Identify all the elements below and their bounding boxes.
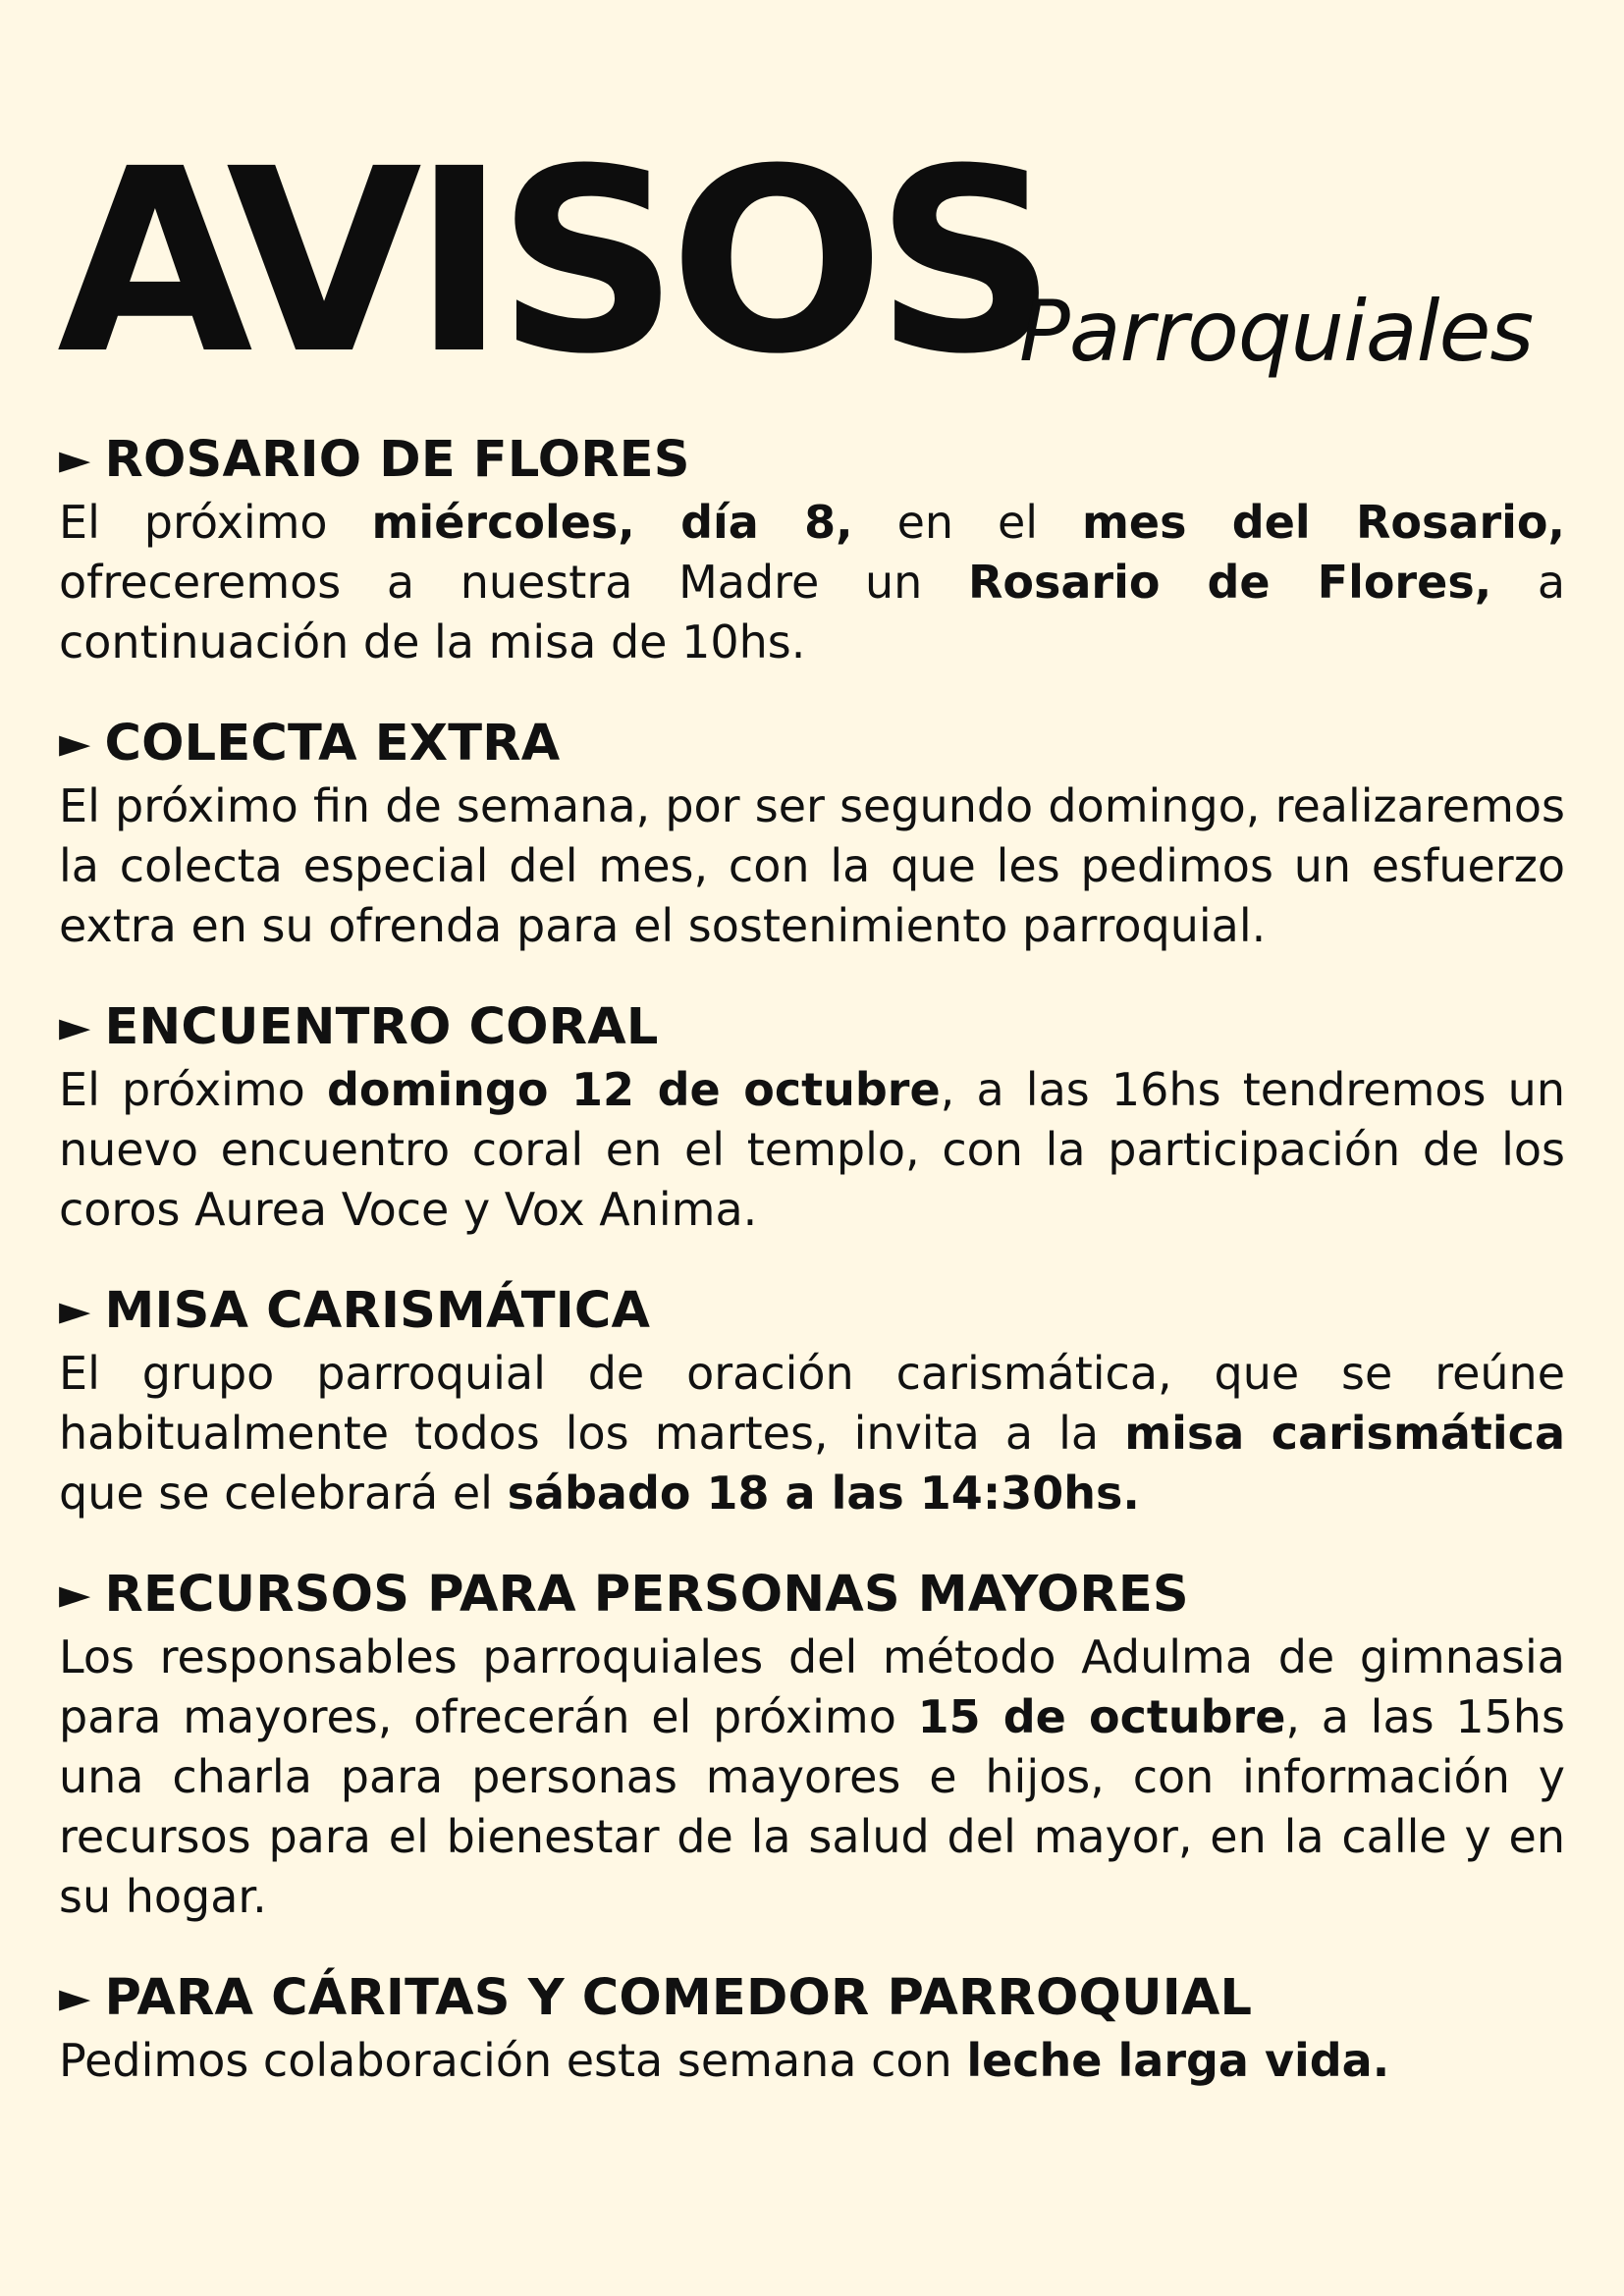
notice-heading-text: COLECTA EXTRA xyxy=(104,715,561,773)
notice-text-bold: misa carismática xyxy=(1124,1407,1565,1460)
notice-heading xyxy=(59,714,1565,776)
notice-heading xyxy=(59,997,1565,1060)
notice-heading xyxy=(59,1968,1565,2031)
notice-heading xyxy=(59,1281,1565,1344)
notice-text-bold: mes del Rosario, xyxy=(1081,496,1565,549)
notice-body xyxy=(59,1060,1565,1240)
notice-heading-text: PARA CÁRITAS Y COMEDOR PARROQUIAL xyxy=(104,1969,1253,2027)
page-header xyxy=(57,115,1569,409)
notice-text: ofreceremos a nuestra Madre un xyxy=(59,556,968,609)
page-subtitle: Parroquiales xyxy=(1019,283,1534,381)
notice-text: Los responsables parroquiales del método Adulma de gimnasia para mayores, ofrecerán el próximo xyxy=(59,1630,1565,1743)
notice-text: El grupo parroquial de oración carismática, que se reúne habitualmente todos los martes, invita a la xyxy=(59,1347,1565,1460)
notice-item xyxy=(59,1968,1565,2091)
notice-item xyxy=(59,430,1565,672)
notice-text-bold: miércoles, día 8, xyxy=(371,496,853,549)
notice-text: que se celebrará el xyxy=(59,1467,508,1520)
notice-text: El próximo fin de semana, por ser segundo domingo, realizaremos la colecta especial del mes, con la que les pedimos un esfuerzo extra en su ofrenda para el sostenimiento parroquial. xyxy=(59,779,1565,952)
notice-heading-text: MISA CARISMÁTICA xyxy=(104,1282,651,1340)
notice-item xyxy=(59,714,1565,956)
arrow-bullet-icon: ► xyxy=(59,719,91,767)
notice-body xyxy=(59,776,1565,956)
notice-text: , a las 15hs una charla para personas mayores e hijos, con información y recursos para el bienestar de la salud del mayor, en la calle y en su hogar. xyxy=(59,1690,1566,1923)
notice-text: en el xyxy=(852,496,1082,549)
notice-text: , a las 16hs tendremos un nuevo encuentro coral en el templo, con la participación de los coros Aurea Voce y Vox Anima. xyxy=(59,1063,1565,1236)
notice-heading xyxy=(59,1565,1565,1628)
notice-body xyxy=(59,493,1565,672)
notice-text-bold: leche larga vida. xyxy=(966,2034,1390,2087)
notice-text: El próximo xyxy=(59,496,372,549)
notice-text-bold: sábado 18 a las 14:30hs. xyxy=(507,1467,1140,1520)
notice-text: a continuación de la misa de 10hs. xyxy=(59,556,1566,668)
notice-item xyxy=(59,1281,1565,1523)
arrow-bullet-icon: ► xyxy=(59,1002,91,1050)
arrow-bullet-icon: ► xyxy=(59,435,91,483)
notice-heading xyxy=(59,430,1565,493)
notice-list xyxy=(59,430,1565,2132)
notice-item xyxy=(59,997,1565,1240)
notice-item xyxy=(59,1565,1565,1927)
notice-heading-text: RECURSOS PARA PERSONAS MAYORES xyxy=(104,1566,1189,1624)
notice-text-bold: 15 de octubre xyxy=(917,1690,1286,1743)
notice-body xyxy=(59,2031,1565,2091)
notice-text-bold: domingo 12 de octubre xyxy=(326,1063,941,1116)
arrow-bullet-icon: ► xyxy=(59,1286,91,1334)
page-title: AVISOS xyxy=(57,115,1048,409)
notice-text: Pedimos colaboración esta semana con xyxy=(59,2034,967,2087)
notice-heading-text: ROSARIO DE FLORES xyxy=(104,431,690,489)
notice-text-bold: Rosario de Flores, xyxy=(967,556,1492,609)
notice-body xyxy=(59,1628,1565,1927)
notice-text: El próximo xyxy=(59,1063,327,1116)
notice-body xyxy=(59,1344,1565,1523)
arrow-bullet-icon: ► xyxy=(59,1570,91,1618)
arrow-bullet-icon: ► xyxy=(59,1973,91,2021)
notice-heading-text: ENCUENTRO CORAL xyxy=(104,998,659,1056)
